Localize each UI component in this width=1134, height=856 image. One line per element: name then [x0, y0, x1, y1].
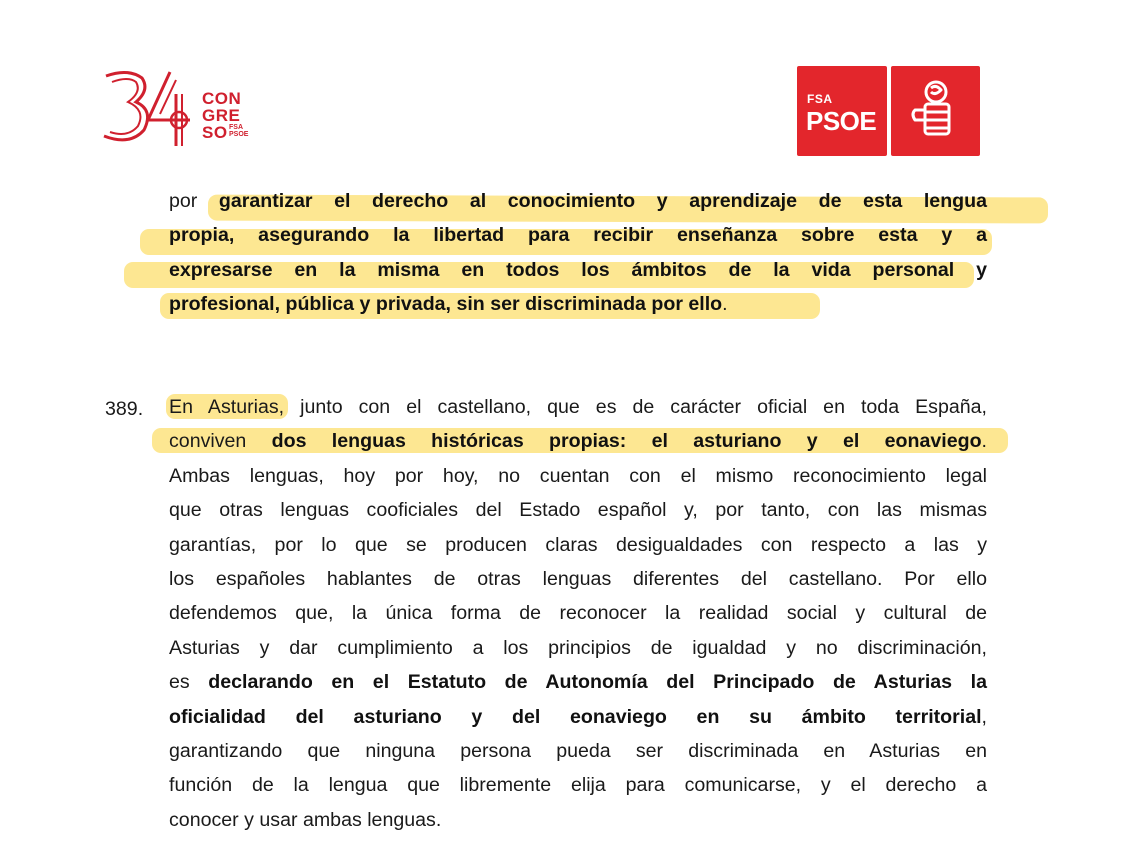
text-line: [169, 184, 987, 218]
text-line: Ambas lenguas, hoy por hoy, no cuentan con el mismo reconocimiento legal: [169, 464, 987, 487]
text-line: que otras lenguas cooficiales del Estado español y, por tanto, con las mismas: [169, 499, 987, 522]
psoe-logo: [797, 66, 981, 156]
bold-text: oficialidad del asturiano y del eonaviego en su ámbito territorial: [169, 705, 982, 728]
bold-highlighted-text: dos lenguas históricas propias: el asturiano y el eonaviego: [271, 430, 982, 453]
congreso-word-line-3: SO: [202, 123, 228, 142]
fist-and-rose-icon: [891, 66, 980, 156]
psoe-name-label: PSOE: [806, 106, 877, 136]
congreso-small-line-2: PSOE: [229, 131, 249, 138]
text-line: [169, 253, 987, 287]
congreso-small-text: [229, 124, 248, 138]
highlighted-text: conviven: [169, 430, 272, 453]
bold-highlighted-text: garantizar el derecho al conocimiento y aprendizaje de esta lengua: [218, 190, 987, 212]
highlighted-text: En Asturias: [169, 396, 279, 418]
text-run: por: [169, 190, 219, 212]
text-line: Asturias y dar cumplimiento a los principios de igualdad y no discriminación,: [169, 636, 987, 659]
paragraph-389: [169, 390, 987, 837]
text-run: .: [981, 430, 987, 453]
congreso-logo: [98, 66, 258, 150]
bold-highlighted-text: profesional, pública y privada, sin ser discriminada por ello: [169, 293, 723, 316]
text-line: [169, 700, 987, 734]
text-line: defendemos que, la única forma de reconocer la realidad social y cultural de: [169, 602, 987, 625]
text-line: los españoles hablantes de otras lenguas diferentes del castellano. Por ello: [169, 567, 987, 590]
text-line: [169, 665, 987, 699]
text-line: función de la lengua que libremente elija para comunicarse, y el derecho a: [169, 774, 987, 797]
text-line: garantizando que ninguna persona pueda ser discriminada en Asturias en: [169, 739, 987, 762]
text-run: ,: [981, 705, 987, 728]
bold-text: y: [954, 258, 987, 281]
text-line: [169, 390, 987, 424]
bold-highlighted-text: propia, asegurando la libertad para recibir enseñanza sobre esta y a: [169, 224, 987, 247]
congreso-word-line-1: CON: [202, 89, 242, 108]
text-run: , junto con el castellano, que es de carácter oficial en toda España,: [278, 396, 988, 418]
text-line: [169, 287, 987, 321]
paragraph-number: 389.: [105, 398, 144, 420]
bold-highlighted-text: expresarse en la misma en todos los ámbitos de la vida personal: [169, 258, 955, 281]
text-line: [169, 424, 987, 458]
psoe-fsa-label: FSA: [807, 92, 833, 106]
paragraph-continuation: [169, 184, 987, 322]
congreso-number-34-logo: [98, 66, 208, 150]
text-run: es: [169, 671, 209, 694]
bold-text: declarando en el Estatuto de Autonomía del Principado de Asturias la: [208, 671, 987, 694]
text-line: conocer y usar ambas lenguas.: [169, 808, 442, 831]
congreso-word-line-2: GRE: [202, 106, 241, 125]
text-run: .: [722, 293, 728, 316]
text-line: [169, 218, 987, 252]
text-line: garantías, por lo que se producen claras desigualdades con respecto a las y: [169, 533, 987, 556]
congreso-small-line-1: FSA: [229, 124, 243, 131]
psoe-name-block: [797, 66, 887, 156]
